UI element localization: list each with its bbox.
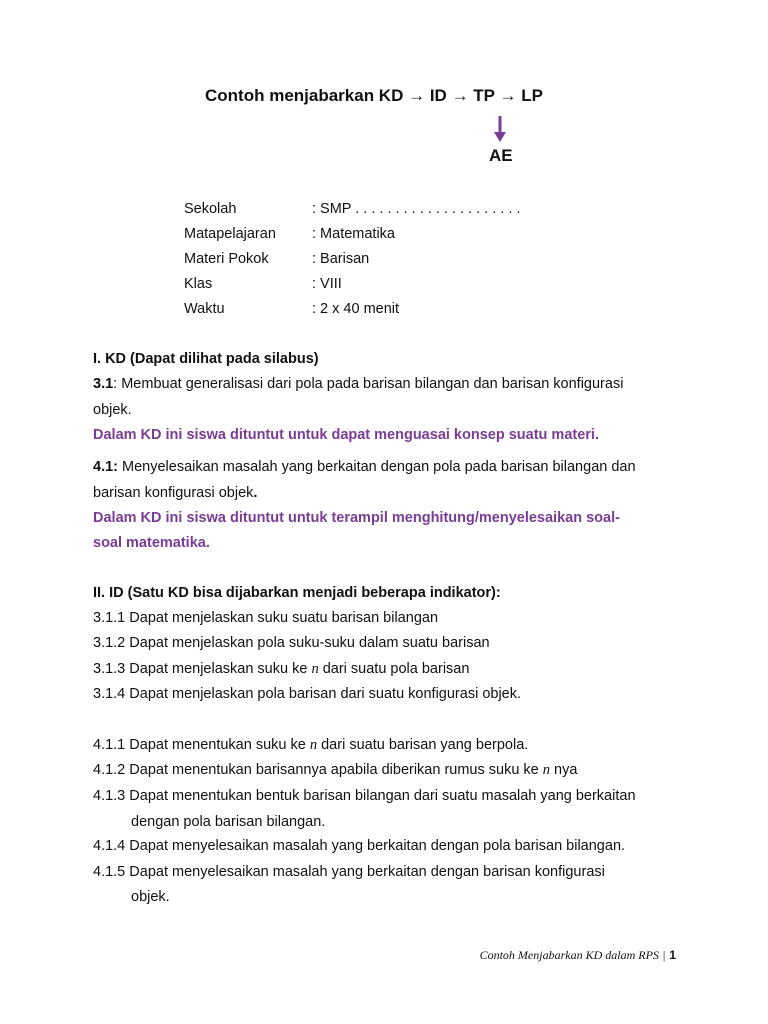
indicator-3-1-2: 3.1.2 Dapat menjelaskan pola suku-suku dalam suatu barisan <box>93 635 490 651</box>
info-value-klas: : VIII <box>312 276 342 292</box>
kd-3-1-text: : Membuat generalisasi dari pola pada barisan bilangan dan barisan konfigurasi <box>113 376 624 392</box>
title-prefix: Contoh menjabarkan KD <box>205 86 404 105</box>
info-value-materi: : Barisan <box>312 251 370 267</box>
right-arrow-icon: → <box>451 86 469 105</box>
title-lp: LP <box>521 86 543 105</box>
indicator-4-1-2 <box>93 762 577 779</box>
title-id: ID <box>429 86 447 105</box>
kd-4-1-note-line1: Dalam KD ini siswa dituntut untuk terampil menghitung/menyelesaikan soal- <box>93 510 620 526</box>
indicator-4-1-2-a: 4.1.2 Dapat menentukan barisannya apabila diberikan rumus suku ke <box>93 762 543 778</box>
info-label-sekolah: Sekolah <box>184 201 237 217</box>
kd-3-1-note: Dalam KD ini siswa dituntut untuk dapat menguasai konsep suatu materi. <box>93 427 599 443</box>
variable-n: n <box>311 661 319 677</box>
kd-3-1-number: 3.1 <box>93 376 114 392</box>
indicator-4-1-2-b: nya <box>550 762 578 778</box>
kd-4-1-dot: . <box>253 485 258 501</box>
indicator-4-1-1 <box>93 737 528 754</box>
kd-4-1-number: 4.1: <box>93 459 118 475</box>
indicator-4-1-3-cont: dengan pola barisan bilangan. <box>131 814 326 830</box>
info-label-materi: Materi Pokok <box>184 251 269 267</box>
indicator-3-1-4: 3.1.4 Dapat menjelaskan pola barisan dari suatu konfigurasi objek. <box>93 686 522 702</box>
info-label-klas: Klas <box>184 276 213 292</box>
kd-4-1-text: Menyelesaikan masalah yang berkaitan dengan pola pada barisan bilangan dan <box>118 459 636 475</box>
kd-4-1-text-cont <box>93 485 257 501</box>
info-value-sekolah: : SMP . . . . . . . . . . . . . . . . . . . . . <box>312 201 521 217</box>
footer-text: Contoh Menjabarkan KD dalam RPS <box>479 948 659 962</box>
indicator-4-1-1-b: dari suatu barisan yang berpola. <box>317 737 529 753</box>
indicator-4-1-4: 4.1.4 Dapat menyelesaikan masalah yang berkaitan dengan pola barisan bilangan. <box>93 838 626 854</box>
variable-n: n <box>542 762 551 778</box>
indicator-3-1-3-b: dari suatu pola barisan <box>318 661 470 677</box>
info-value-waktu: : 2 x 40 menit <box>312 301 400 317</box>
kd-4-1 <box>93 459 636 475</box>
title-ae: AE <box>489 146 513 165</box>
kd-4-1-text2: barisan konfigurasi objek <box>93 485 254 501</box>
info-label-waktu: Waktu <box>184 301 225 317</box>
page-title <box>205 86 543 106</box>
kd-3-1-text-cont: objek. <box>93 402 132 418</box>
kd-3-1 <box>93 376 623 392</box>
indicator-4-1-1-a: 4.1.1 Dapat menentukan suku ke <box>93 737 310 753</box>
info-value-matapelajaran: : Matematika <box>312 226 395 242</box>
info-label-matapelajaran: Matapelajaran <box>184 226 276 242</box>
indicator-3-1-1: 3.1.1 Dapat menjelaskan suku suatu barisan bilangan <box>93 610 439 626</box>
section1-heading: I. KD (Dapat dilihat pada silabus) <box>93 351 319 367</box>
indicator-4-1-5-cont: objek. <box>131 889 170 905</box>
page-number: 1 <box>669 948 676 962</box>
right-arrow-icon: → <box>408 86 426 105</box>
page-footer <box>480 948 676 963</box>
kd-4-1-note-line2: soal matematika. <box>93 535 210 551</box>
indicator-4-1-5: 4.1.5 Dapat menyelesaikan masalah yang berkaitan dengan barisan konfigurasi <box>93 864 605 880</box>
footer-separator: | <box>662 948 666 962</box>
variable-n: n <box>309 737 318 753</box>
indicator-3-1-3 <box>93 661 469 678</box>
indicator-4-1-3: 4.1.3 Dapat menentukan bentuk barisan bilangan dari suatu masalah yang berkaitan <box>93 788 636 804</box>
right-arrow-icon: → <box>499 86 517 105</box>
indicator-3-1-3-a: 3.1.3 Dapat menjelaskan suku ke <box>93 661 312 677</box>
section2-heading: II. ID (Satu KD bisa dijabarkan menjadi beberapa indikator): <box>93 585 501 601</box>
title-tp: TP <box>473 86 495 105</box>
down-arrow-icon <box>492 115 508 143</box>
